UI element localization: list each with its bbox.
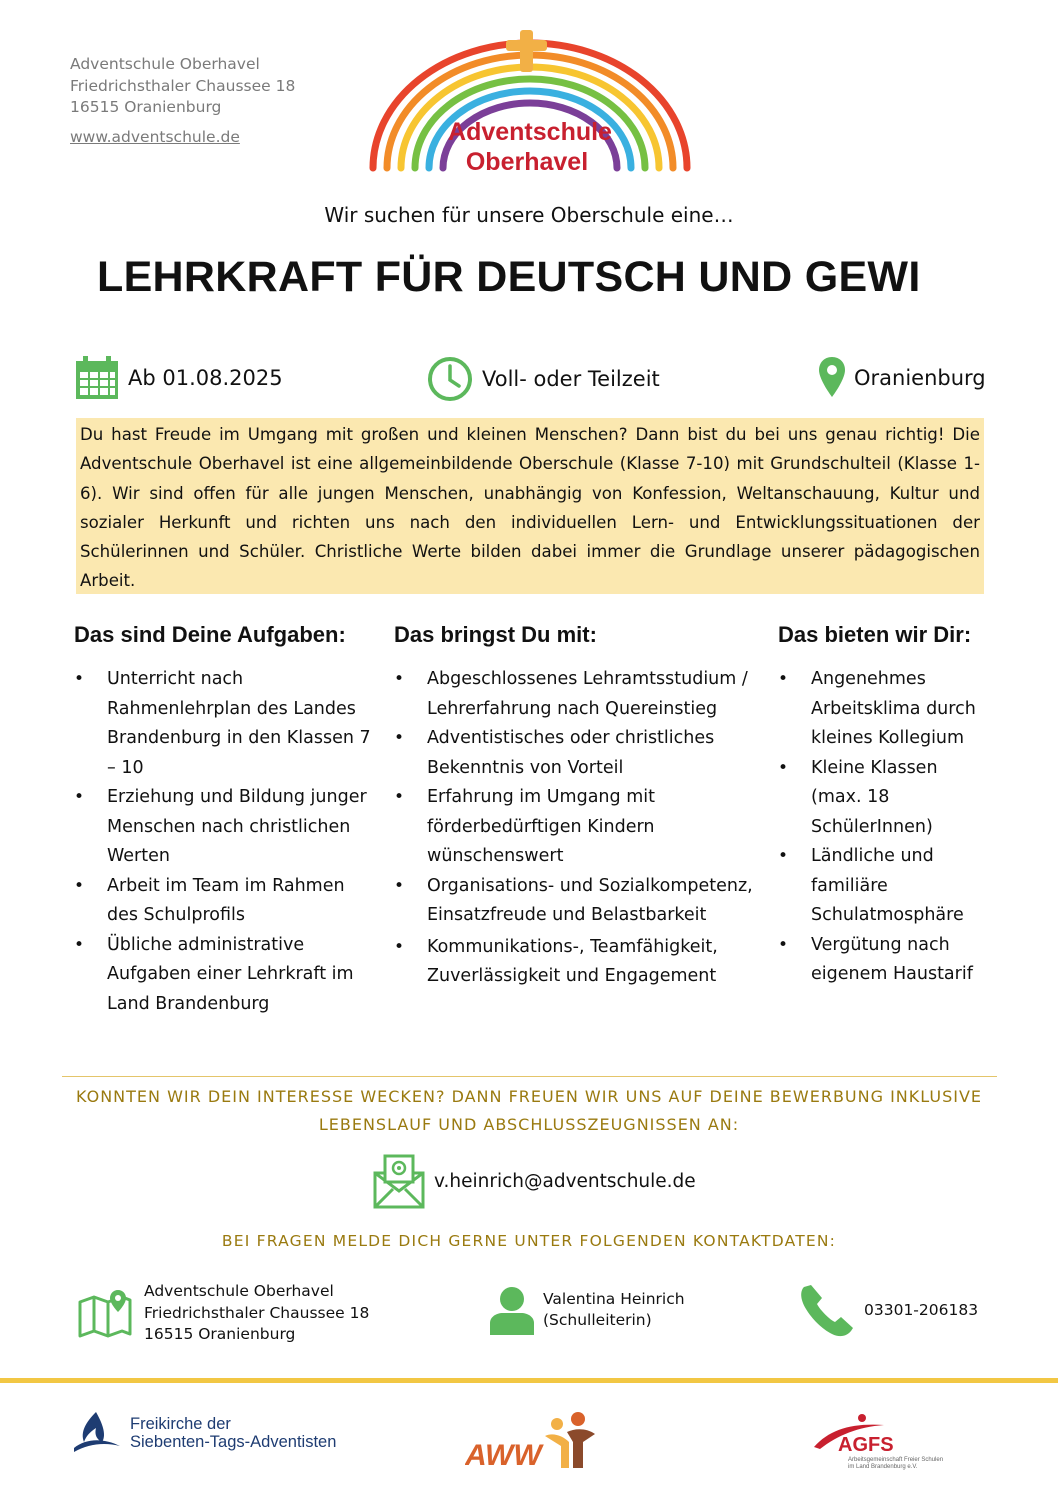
agfs-subtitle-1: Arbeitsgemeinschaft Freier Schulen <box>848 1457 944 1463</box>
employment-type: Voll- oder Teilzeit <box>482 367 660 391</box>
offers-column <box>778 622 993 990</box>
church-flame-icon <box>72 1410 122 1456</box>
tasks-list <box>74 665 379 1019</box>
school-city: 16515 Oranienburg <box>70 98 222 116</box>
calendar-icon <box>74 355 120 401</box>
clock-icon <box>426 355 474 403</box>
school-street: Friedrichsthaler Chaussee 18 <box>70 76 296 95</box>
footer-divider <box>0 1378 1058 1383</box>
requirements-list <box>394 665 764 992</box>
tasks-column <box>74 622 379 1019</box>
section-divider <box>62 1076 997 1077</box>
contact-person-role: (Schulleiterin) <box>543 1311 652 1329</box>
email-link[interactable]: v.heinrich@adventschule.de <box>434 1170 696 1192</box>
offers-heading: Das bieten wir Dir: <box>778 622 972 647</box>
aww-text: AWW <box>465 1439 542 1470</box>
agfs-subtitle-2: im Land Brandenburg e.V. <box>848 1464 918 1470</box>
list-item: • Erfahrung im Umgang mit förderbedürftigen Kindern wünschenswert <box>394 783 764 872</box>
website-link[interactable]: www.adventschule.de <box>70 127 240 146</box>
list-item: • Kommunikations-, Teamfähigkeit, Zuverlässigkeit und Engagement <box>394 933 764 992</box>
phone-icon <box>798 1283 856 1339</box>
church-name-line1: Freikirche der <box>130 1415 231 1433</box>
list-item: • Übliche administrative Aufgaben einer Lehrkraft im Land Brandenburg <box>74 931 379 1020</box>
location-name: Oranienburg <box>854 366 986 390</box>
start-date: Ab 01.08.2025 <box>128 366 283 390</box>
phone-number[interactable]: 03301-206183 <box>864 1301 979 1320</box>
about-paragraph: Du hast Freude im Umgang mit großen und kleinen Menschen? Dann bist du bei uns genau richtig! Die Adventschule Oberhavel ist eine allgemeinbildende Oberschule (Klasse 7-10) mit Grundschulteil (Klasse 1-6). Wir sind offen für alle jungen Menschen, unabhängig von Konfession, Weltanschauung, Kultur und sozialer Herkunft und richten uns nach den individuellen Lern- und Entwicklungssituationen der Schülerinnen und Schüler. Christliche Werte bilden dabei immer die Grundlage unserer pädagogischen Arbeit. <box>76 418 984 594</box>
church-logo <box>72 1410 336 1456</box>
email-icon <box>372 1153 426 1209</box>
fact-hours <box>426 355 660 403</box>
agfs-logo-graphic <box>812 1413 972 1473</box>
list-item: • Unterricht nach Rahmenlehrplan des Landes Brandenburg in den Klassen 7 – 10 <box>74 665 379 783</box>
logo-text-line2: Oberhavel <box>465 148 589 176</box>
job-title: LEHRKRAFT FÜR DEUTSCH UND GEWI <box>97 253 921 301</box>
location-pin-icon <box>818 355 846 401</box>
fact-start <box>74 355 283 401</box>
list-item: • Angenehmes Arbeitsklima durch kleines Kollegium <box>778 665 993 754</box>
map-icon <box>78 1288 132 1338</box>
person-icon <box>489 1285 535 1335</box>
contact-street: Friedrichsthaler Chaussee 18 <box>144 1303 370 1322</box>
contact-school-name: Adventschule Oberhavel <box>144 1282 334 1300</box>
list-item: • Arbeit im Team im Rahmen des Schulprofils <box>74 872 379 931</box>
offers-list <box>778 665 993 990</box>
list-item: • Ländliche und familiäre Schulatmosphäre <box>778 842 993 931</box>
contact-city: 16515 Oranienburg <box>144 1325 296 1343</box>
contact-person-name: Valentina Heinrich <box>543 1289 685 1308</box>
fact-location <box>818 355 986 401</box>
requirements-column <box>394 622 764 992</box>
school-name: Adventschule Oberhavel <box>70 55 260 73</box>
logo-text-line1: Adventschule <box>448 118 612 146</box>
church-name-line2: Siebenten-Tags-Adventisten <box>130 1433 337 1451</box>
list-item: • Adventistisches oder christliches Bekenntnis von Vorteil <box>394 724 764 783</box>
list-item: • Vergütung nach eigenem Haustarif <box>778 931 993 990</box>
contact-phone <box>798 1283 978 1339</box>
cta-line-1: KONNTEN WIR DEIN INTERESSE WECKEN? DANN FREUEN WIR UNS AUF DEINE BEWERBUNG INKLUSIVE <box>75 1087 983 1106</box>
email-row <box>372 1153 696 1209</box>
contact-person <box>489 1285 685 1335</box>
school-logo <box>355 28 705 188</box>
school-address-block <box>70 54 295 148</box>
list-item: • Abgeschlossenes Lehramtsstudium / Lehrerfahrung nach Quereinstieg <box>394 665 764 724</box>
aww-logo <box>465 1410 599 1474</box>
cta-line-2: LEBENSLAUF UND ABSCHLUSSZEUGNISSEN AN: <box>318 1115 740 1134</box>
intro-text: Wir suchen für unsere Oberschule eine… <box>324 203 734 227</box>
list-item: • Kleine Klassen (max. 18 SchülerInnen) <box>778 754 993 843</box>
list-item: • Organisations- und Sozialkompetenz, Einsatzfreude und Belastbarkeit <box>394 872 764 931</box>
tasks-heading: Das sind Deine Aufgaben: <box>74 622 346 647</box>
list-item: • Erziehung und Bildung junger Menschen nach christlichen Werten <box>74 783 379 872</box>
aww-logo-graphic <box>465 1410 599 1470</box>
agfs-logo <box>812 1413 972 1477</box>
requirements-heading: Das bringst Du mit: <box>394 622 597 647</box>
facts-row <box>0 355 1058 405</box>
contact-address <box>78 1281 369 1346</box>
questions-heading: BEI FRAGEN MELDE DICH GERNE UNTER FOLGENDEN KONTAKTDATEN: <box>221 1232 837 1250</box>
application-call-to-action <box>55 1083 1003 1139</box>
agfs-text: AGFS <box>838 1434 894 1456</box>
